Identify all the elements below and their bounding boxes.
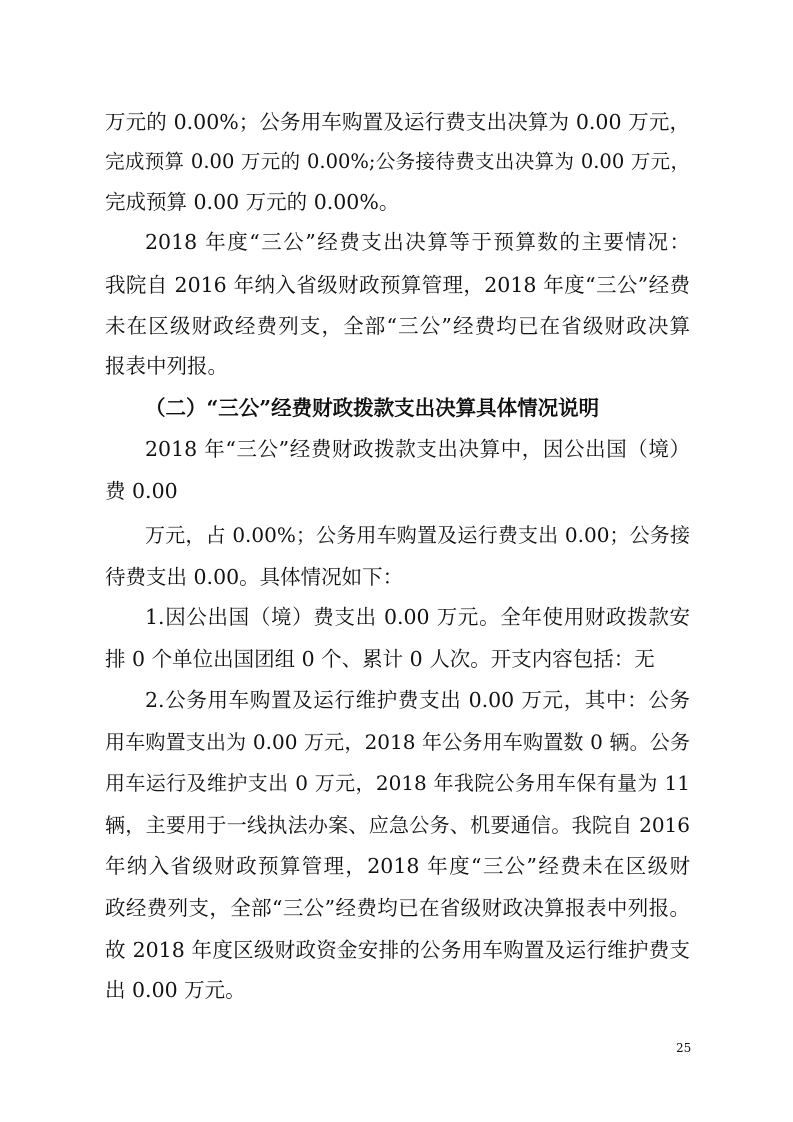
- text-line: 我院自 2016 年纳入省级财政预算管理，2018 年度“三公”经费: [105, 273, 690, 297]
- text-line: 完成预算 0.00 万元的 0.00%。: [105, 190, 400, 214]
- text-line: 故 2018 年度区级财政资金安排的公务用车购置及运行维护费支: [105, 938, 690, 962]
- text-line: 万元，占 0.00%；公务用车购置及运行费支出 0.00；公务接: [145, 523, 690, 547]
- text-line: 排 0 个单位出国团组 0 个、累计 0 人次。开支内容包括：无: [105, 647, 655, 671]
- text-line: 出 0.00 万元。: [105, 978, 246, 1002]
- text-line: 辆，主要用于一线执法办案、应急公务、机要通信。我院自 2016: [105, 813, 690, 837]
- text-line: 年纳入省级财政预算管理，2018 年度“三公”经费未在区级财: [105, 854, 690, 878]
- text-line: 待费支出 0.00。具体情况如下：: [105, 565, 404, 589]
- text-line: 费 0.00: [105, 479, 178, 503]
- text-line: 用车运行及维护支出 0 万元，2018 年我院公务用车保有量为 11: [105, 771, 690, 795]
- list-item-2: 2.公务用车购置及运行维护费支出 0.00 万元，其中：公务: [145, 688, 690, 712]
- text-line: 未在区级财政经费列支，全部“三公”经费均已在省级财政决算: [105, 314, 690, 338]
- text-line: 2018 年“三公”经费财政拨款支出决算中，因公出国（境）: [145, 437, 690, 461]
- text-line: 政经费列支，全部“三公”经费均已在省级财政决算报表中列报。: [105, 896, 690, 920]
- text-line: 用车购置支出为 0.00 万元，2018 年公务用车购置数 0 辆。公务: [105, 730, 690, 754]
- text-line: 报表中列报。: [105, 354, 228, 378]
- text-line: 万元的 0.00%；公务用车购置及运行费支出决算为 0.00 万元，: [105, 110, 690, 134]
- text-line: 完成预算 0.00 万元的 0.00%;公务接待费支出决算为 0.00 万元，: [105, 150, 690, 173]
- text-line: 2018 年度“三公”经费支出决算等于预算数的主要情况：: [145, 230, 690, 254]
- page-number: 25: [676, 1041, 692, 1055]
- list-item-1: 1.因公出国（境）费支出 0.00 万元。全年使用财政拨款安: [145, 605, 690, 629]
- section-heading: （二）“三公”经费财政拨款支出决算具体情况说明: [145, 396, 600, 420]
